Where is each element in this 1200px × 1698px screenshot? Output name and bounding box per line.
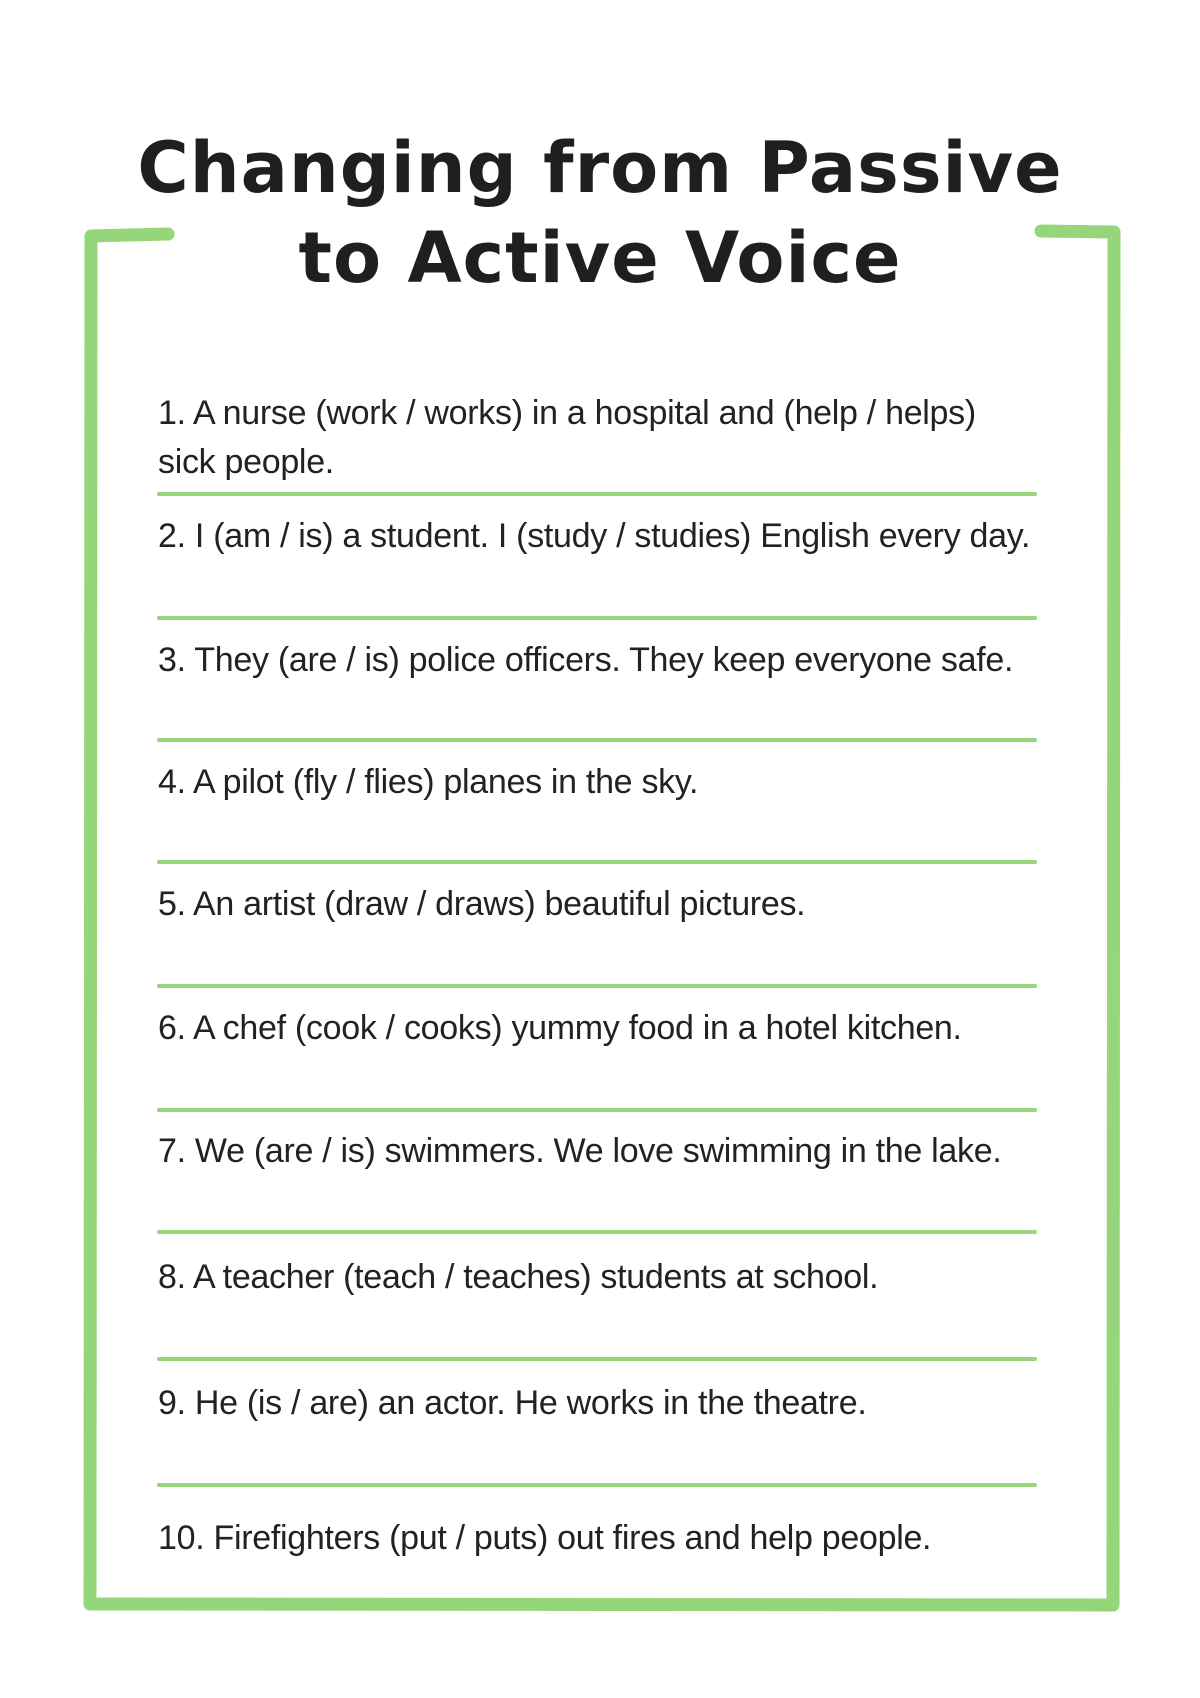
exercise-item-7: 7. We (are / is) swimmers. We love swimming in the lake. bbox=[158, 1132, 1002, 1170]
answer-line-7[interactable] bbox=[157, 1230, 1037, 1234]
exercise-item-9: 9. He (is / are) an actor. He works in the theatre. bbox=[158, 1384, 867, 1422]
exercise-item-10: 10. Firefighters (put / puts) out fires and help people. bbox=[158, 1519, 932, 1557]
answer-line-6[interactable] bbox=[157, 1108, 1037, 1112]
exercise-item-1: 1. A nurse (work / works) in a hospital and (help / helps) sick people. bbox=[158, 394, 976, 481]
answer-line-3[interactable] bbox=[157, 738, 1037, 742]
exercise-item-5: 5. An artist (draw / draws) beautiful pictures. bbox=[158, 885, 806, 923]
answer-line-9[interactable] bbox=[157, 1483, 1037, 1487]
answer-line-2[interactable] bbox=[157, 616, 1037, 620]
answer-line-4[interactable] bbox=[157, 860, 1037, 864]
answer-line-5[interactable] bbox=[157, 984, 1037, 988]
worksheet-title-line-2: to Active Voice bbox=[298, 217, 902, 299]
exercise-item-4: 4. A pilot (fly / flies) planes in the sky. bbox=[158, 763, 699, 801]
exercise-item-8: 8. A teacher (teach / teaches) students at school. bbox=[158, 1258, 879, 1296]
exercise-item-2: 2. I (am / is) a student. I (study / studies) English every day. bbox=[158, 517, 1031, 555]
answer-line-1[interactable] bbox=[157, 492, 1037, 496]
exercise-item-3: 3. They (are / is) police officers. They keep everyone safe. bbox=[158, 641, 1014, 679]
exercise-item-6: 6. A chef (cook / cooks) yummy food in a hotel kitchen. bbox=[158, 1009, 962, 1047]
answer-line-8[interactable] bbox=[157, 1357, 1037, 1361]
worksheet-title-line-1: Changing from Passive bbox=[137, 127, 1063, 209]
